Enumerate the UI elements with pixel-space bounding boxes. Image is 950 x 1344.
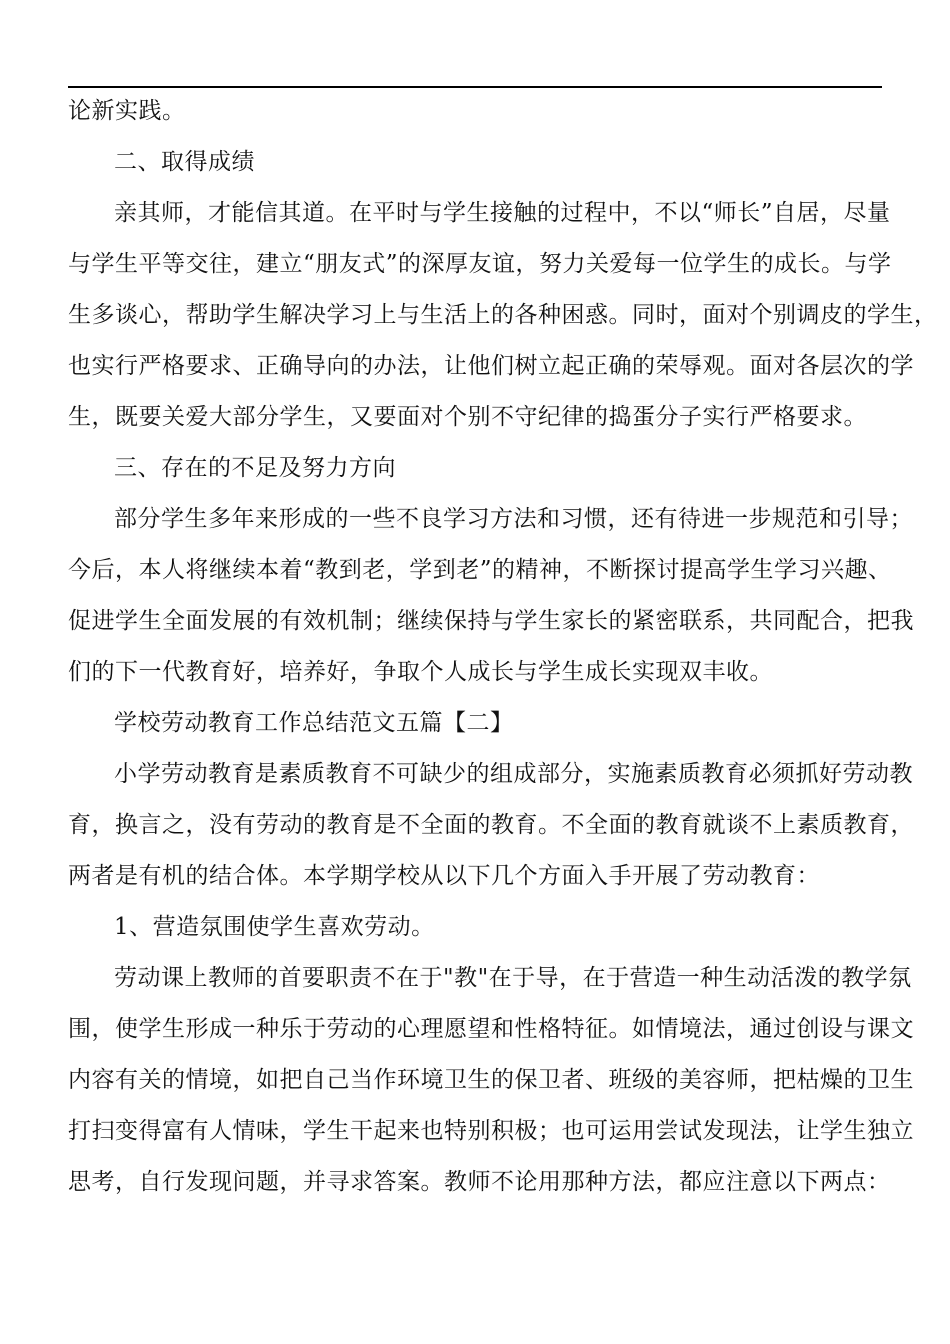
text-line: 打扫变得富有人情味，学生干起来也特别积极；也可运用尝试发现法，让学生独立 <box>68 1118 914 1144</box>
text-line: 围，使学生形成一种乐于劳动的心理愿望和性格特征。如情境法，通过创设与课文 <box>68 1016 914 1042</box>
text-line: 劳动课上教师的首要职责不在于"教"在于导，在于营造一种生动活泼的教学氛 <box>114 965 912 991</box>
text-line: 生，既要关爱大部分学生，又要面对个别不守纪律的捣蛋分子实行严格要求。 <box>68 404 867 430</box>
text-line: 两者是有机的结合体。本学期学校从以下几个方面入手开展了劳动教育： <box>68 863 820 889</box>
text-line: 小学劳动教育是素质教育不可缺少的组成部分，实施素质教育必须抓好劳动教 <box>114 761 913 787</box>
text-line: 部分学生多年来形成的一些不良学习方法和习惯，还有待进一步规范和引导； <box>114 506 913 532</box>
text-line: 亲其师，才能信其道。在平时与学生接触的过程中，不以“师长”自居，尽量 <box>114 200 891 226</box>
text-line: 论新实践。 <box>68 98 186 124</box>
text-line: 今后，本人将继续本着“教到老，学到老”的精神，不断探讨提高学生学习兴趣、 <box>68 557 892 583</box>
text-line: 与学生平等交往，建立“朋友式”的深厚友谊，努力关爱每一位学生的成长。与学 <box>68 251 892 277</box>
header-rule <box>68 86 882 88</box>
text-line: 内容有关的情境，如把自己当作环境卫生的保卫者、班级的美容师，把枯燥的卫生 <box>68 1067 914 1093</box>
text-line: 也实行严格要求、正确导向的办法，让他们树立起正确的荣辱观。面对各层次的学 <box>68 353 914 379</box>
section-heading: 学校劳动教育工作总结范文五篇【二】 <box>114 710 514 736</box>
section-heading: 1、营造氛围使学生喜欢劳动。 <box>114 914 435 940</box>
text-line: 促进学生全面发展的有效机制；继续保持与学生家长的紧密联系，共同配合，把我 <box>68 608 914 634</box>
section-heading: 三、存在的不足及努力方向 <box>114 455 396 481</box>
section-heading: 二、取得成绩 <box>114 149 255 175</box>
text-line: 育，换言之，没有劳动的教育是不全面的教育。不全面的教育就谈不上素质教育， <box>68 812 914 838</box>
text-line: 生多谈心，帮助学生解决学习上与生活上的各种困惑。同时，面对个别调皮的学生， <box>68 302 938 328</box>
text-line: 思考，自行发现问题，并寻求答案。教师不论用那种方法，都应注意以下两点： <box>68 1169 891 1195</box>
text-line: 们的下一代教育好，培养好，争取个人成长与学生成长实现双丰收。 <box>68 659 773 685</box>
